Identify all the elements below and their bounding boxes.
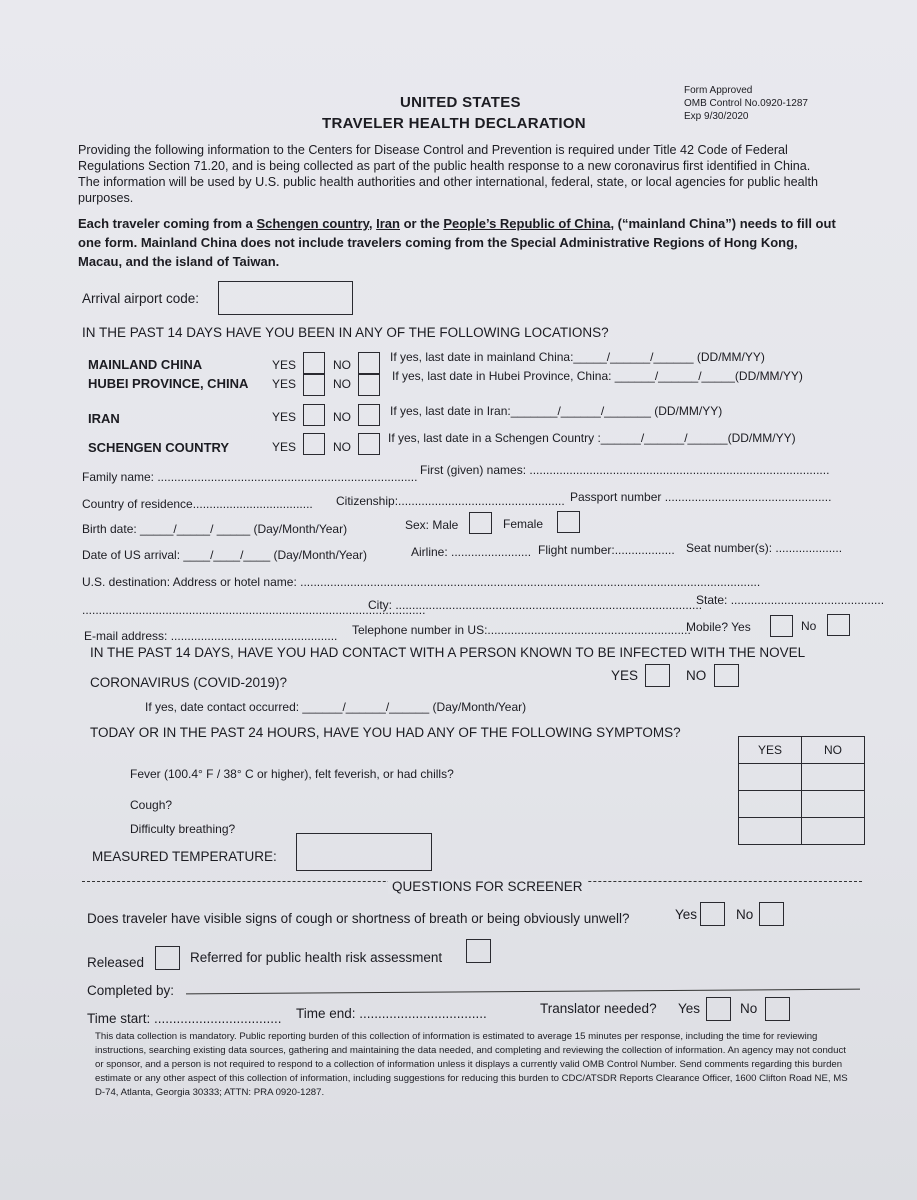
sex-male-checkbox[interactable] bbox=[469, 512, 492, 534]
family-name-field[interactable]: Family name: .............................................................................. bbox=[82, 470, 418, 484]
omb-block bbox=[684, 84, 808, 123]
prc-link: People’s Republic of China bbox=[443, 216, 611, 231]
time-start-field[interactable]: Time start: .................................. bbox=[87, 1011, 282, 1026]
symptom-fever: Fever (100.4° F / 38° C or higher), felt feverish, or had chills? bbox=[130, 767, 454, 781]
symptom-breathing: Difficulty breathing? bbox=[130, 822, 236, 836]
completed-by-line[interactable] bbox=[186, 989, 860, 995]
arrival-date-field[interactable]: Date of US arrival: ____/____/____ (Day/Month/Year) bbox=[82, 548, 368, 562]
req-or: or the bbox=[399, 216, 444, 231]
loc2-yes-checkbox[interactable] bbox=[303, 374, 325, 396]
cough-no-cell[interactable] bbox=[802, 791, 865, 818]
mobile-no-label: No bbox=[801, 619, 817, 633]
loc-mainland-china: MAINLAND CHINA bbox=[88, 357, 203, 372]
flight-field[interactable]: Flight number:.................. bbox=[538, 543, 675, 557]
req-text-1: Each traveler coming from a bbox=[78, 216, 257, 231]
visible-signs-no-label: No bbox=[736, 907, 754, 922]
visible-signs-no-checkbox[interactable] bbox=[759, 902, 784, 926]
loc3-no-checkbox[interactable] bbox=[358, 404, 380, 426]
loc3-yes-label: YES bbox=[272, 410, 297, 424]
loc1-yes-label: YES bbox=[272, 358, 297, 372]
loc2-date: If yes, last date in Hubei Province, China: ______/______/_____(DD/MM/YY) bbox=[392, 369, 803, 383]
contact-date-field[interactable]: If yes, date contact occurred: ______/______/______ (Day/Month/Year) bbox=[145, 700, 527, 714]
address-cont-field[interactable]: ....................................................................................................... bbox=[82, 603, 426, 617]
loc4-no-label: NO bbox=[333, 440, 351, 454]
breathing-no-cell[interactable] bbox=[802, 818, 865, 845]
referred-checkbox[interactable] bbox=[466, 939, 491, 963]
loc1-yes-checkbox[interactable] bbox=[303, 352, 325, 374]
telephone-field[interactable]: Telephone number in US:............................................................. bbox=[352, 623, 691, 637]
email-field[interactable]: E-mail address: .................................................. bbox=[84, 629, 338, 643]
cough-yes-cell[interactable] bbox=[739, 791, 802, 818]
req-comma: , bbox=[368, 216, 377, 231]
visible-signs-yes-checkbox[interactable] bbox=[700, 902, 725, 926]
referred-label: Referred for public health risk assessment bbox=[190, 950, 443, 965]
released-label: Released bbox=[87, 955, 145, 970]
birth-date-field[interactable]: Birth date: _____/_____/ _____ (Day/Month/Year) bbox=[82, 522, 348, 536]
loc4-date: If yes, last date in a Schengen Country :______/______/______(DD/MM/YY) bbox=[388, 431, 796, 445]
fever-no-cell[interactable] bbox=[802, 764, 865, 791]
sex-female-label: Female bbox=[503, 517, 544, 531]
loc3-yes-checkbox[interactable] bbox=[303, 404, 325, 426]
state-field[interactable]: State: .............................................. bbox=[696, 593, 885, 607]
arrival-label: Arrival airport code: bbox=[82, 291, 200, 306]
loc1-no-label: NO bbox=[333, 358, 351, 372]
symptoms-table bbox=[738, 736, 865, 845]
burden-statement: This data collection is mandatory. Public reporting burden of this collection of information is estimated to average 15 minutes per response, including the time for reviewing instructions, searching existing data sources, gathering and maintaining the data needed, and completing and reviewing the collection of information. An agency may not conduct or sponsor, and a person is not required to respond to a collection of information unless it displays a currently valid OMB Control Number. Send comments regarding this burden estimate or any other aspect of this collection of information, including suggestions for reducing this burden to CDC/ATSDR Reports Clearance Officer, 1600 Clifton Road NE, MS D-74, Atlanta, Georgia 30333; ATTN: PRA 0920-1287. bbox=[95, 1031, 848, 1098]
symptoms-col-yes: YES bbox=[739, 737, 802, 764]
screener-title: QUESTIONS FOR SCREENER bbox=[388, 879, 587, 894]
citizenship-field[interactable]: Citizenship:.................................................. bbox=[336, 494, 565, 508]
airline-field[interactable]: Airline: ........................ bbox=[411, 545, 532, 559]
translator-no-checkbox[interactable] bbox=[765, 997, 790, 1021]
loc1-date: If yes, last date in mainland China:_____/______/______ (DD/MM/YY) bbox=[390, 350, 765, 364]
completed-by-label: Completed by: bbox=[87, 983, 175, 998]
loc2-yes-label: YES bbox=[272, 377, 297, 391]
iran-link: Iran bbox=[376, 216, 400, 231]
loc4-yes-checkbox[interactable] bbox=[303, 433, 325, 455]
temperature-label: MEASURED TEMPERATURE: bbox=[92, 849, 277, 864]
visible-signs-question: Does traveler have visible signs of cough or shortness of breath or being obviously unwell? bbox=[87, 911, 630, 926]
contact-no-label: NO bbox=[686, 668, 707, 683]
sex-female-checkbox[interactable] bbox=[557, 511, 580, 533]
loc2-no-label: NO bbox=[333, 377, 351, 391]
omb-approved: Form Approved bbox=[684, 85, 753, 96]
passport-field[interactable]: Passport number .................................................. bbox=[570, 490, 832, 504]
loc4-yes-label: YES bbox=[272, 440, 297, 454]
contact-yes-checkbox[interactable] bbox=[645, 664, 670, 687]
loc-hubei: HUBEI PROVINCE, CHINA bbox=[88, 376, 249, 391]
translator-yes-label: Yes bbox=[678, 1001, 701, 1016]
released-checkbox[interactable] bbox=[155, 946, 180, 970]
symptom-cough: Cough? bbox=[130, 798, 173, 812]
loc4-no-checkbox[interactable] bbox=[358, 433, 380, 455]
loc2-no-checkbox[interactable] bbox=[358, 374, 380, 396]
translator-yes-checkbox[interactable] bbox=[706, 997, 731, 1021]
breathing-yes-cell[interactable] bbox=[739, 818, 802, 845]
contact-question-line1: IN THE PAST 14 DAYS, HAVE YOU HAD CONTACT WITH A PERSON KNOWN TO BE INFECTED WITH THE NOVEL bbox=[90, 645, 806, 660]
requirement-paragraph bbox=[78, 214, 838, 271]
destination-field[interactable]: U.S. destination: Address or hotel name: .......................................................................................................................................... bbox=[82, 575, 761, 589]
contact-question-line2: CORONAVIRUS (COVID-2019)? bbox=[90, 675, 288, 690]
translator-no-label: No bbox=[740, 1001, 758, 1016]
loc3-date: If yes, last date in Iran:_______/______/_______ (DD/MM/YY) bbox=[390, 404, 723, 418]
translator-label: Translator needed? bbox=[540, 1001, 657, 1016]
contact-no-checkbox[interactable] bbox=[714, 664, 739, 687]
title-line-1: UNITED STATES bbox=[400, 94, 521, 111]
sex-male-label: Sex: Male bbox=[405, 518, 459, 532]
schengen-link: Schengen country bbox=[256, 216, 369, 231]
mobile-yes-checkbox[interactable] bbox=[770, 615, 793, 637]
mobile-no-checkbox[interactable] bbox=[827, 614, 850, 636]
temperature-input[interactable] bbox=[296, 833, 432, 871]
first-name-field[interactable]: First (given) names: .......................................................................................... bbox=[420, 463, 830, 477]
time-end-field[interactable]: Time end: .................................. bbox=[296, 1006, 487, 1021]
fever-yes-cell[interactable] bbox=[739, 764, 802, 791]
symptoms-col-no: NO bbox=[802, 737, 865, 764]
symptoms-question: TODAY OR IN THE PAST 24 HOURS, HAVE YOU HAD ANY OF THE FOLLOWING SYMPTOMS? bbox=[90, 725, 681, 740]
city-field[interactable]: City: ............................................................................................ bbox=[368, 598, 703, 612]
loc-iran: IRAN bbox=[88, 411, 120, 426]
title-line-2: TRAVELER HEALTH DECLARATION bbox=[322, 115, 586, 132]
loc3-no-label: NO bbox=[333, 410, 351, 424]
loc1-no-checkbox[interactable] bbox=[358, 352, 380, 374]
country-field[interactable]: Country of residence.................................... bbox=[82, 497, 313, 511]
req-text-2: , (“mainland China”) needs to fill out one form. Mainland China does not include travelers coming from the Special Administrative Regions of Hong Kong, Macau, and the island of Taiwan. bbox=[78, 216, 836, 269]
intro-paragraph: Providing the following information to the Centers for Disease Control and Prevention is required under Title 42 Code of Federal Regulations Section 71.20, and is being collected as part of the public health response to a new coronavirus first identified in China. The information will be used by U.S. public health authorities and other international, federal, state, or local agencies for public health purposes. bbox=[78, 143, 818, 205]
contact-yes-label: YES bbox=[611, 668, 639, 683]
omb-control: OMB Control No.0920-1287 bbox=[684, 98, 808, 109]
locations-question: IN THE PAST 14 DAYS HAVE YOU BEEN IN ANY OF THE FOLLOWING LOCATIONS? bbox=[82, 325, 609, 340]
mobile-yes-label: Mobile? Yes bbox=[686, 620, 751, 634]
seat-field[interactable]: Seat number(s): .................... bbox=[686, 541, 843, 555]
visible-signs-yes-label: Yes bbox=[675, 907, 698, 922]
arrival-airport-input[interactable] bbox=[218, 281, 353, 315]
loc-schengen: SCHENGEN COUNTRY bbox=[88, 440, 230, 455]
omb-expiry: Exp 9/30/2020 bbox=[684, 111, 749, 122]
